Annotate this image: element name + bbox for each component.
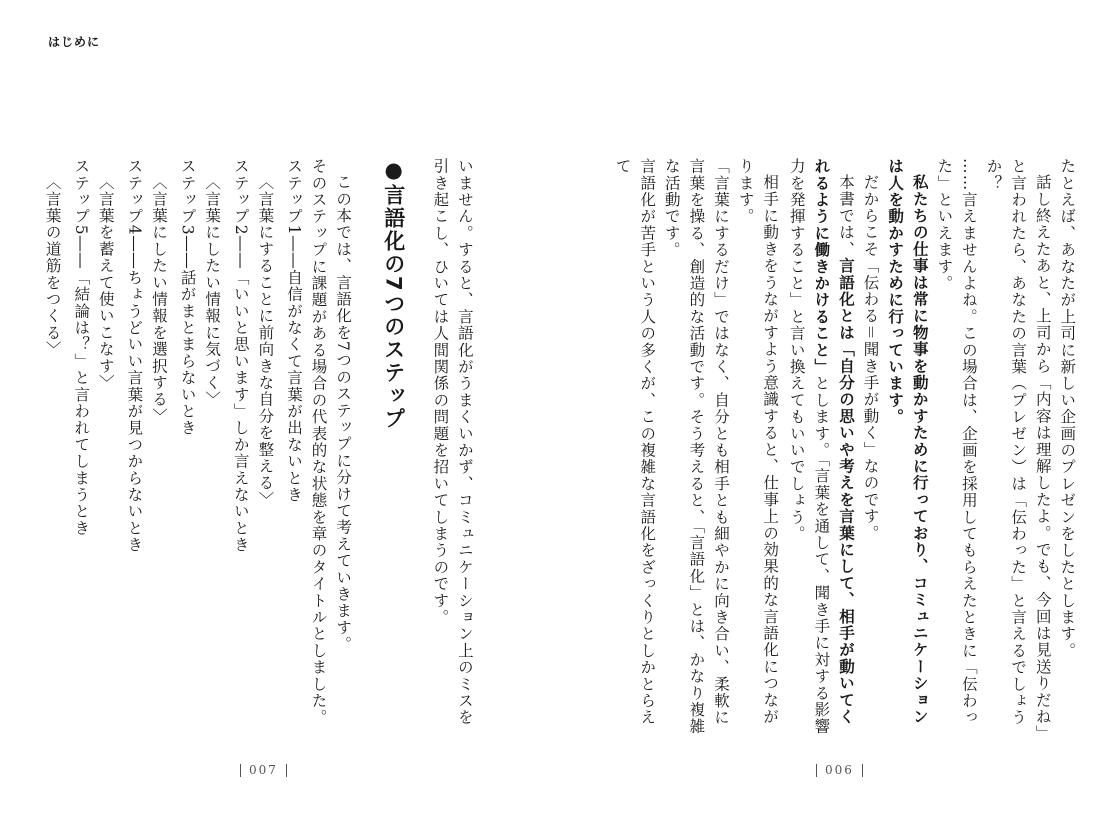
step-label: ステップ1 [284,158,303,236]
step-label: ステップ2 [231,158,250,236]
body-text: 本書では、 [836,173,855,257]
step-title: 「結論は？」と言われてしまうとき [72,269,91,537]
step-label: ステップ5 [72,158,91,236]
left-page [40,158,485,738]
step-subtitle: 〈言葉を蓄えて使いこなす〉 [96,173,115,391]
page-number-left [232,763,295,777]
body-paragraph: 言語化が苦手という人の多くが、この複雑な言語化をざっくりとしかとらえて [613,158,657,726]
step-item [175,158,200,738]
body-text: とします。「言葉を通して、聞き手に対する影響力を発揮すること」と言い換えてもいいでしょう。 [787,158,831,735]
body-paragraph: だからこそ「伝わる＝聞き手が動く」なのです。 [861,173,880,541]
step-title: 「いいと思います」しか言えないとき [231,269,250,554]
definition-text: 言語化とは「自分の思いや考えを言葉にして、相手が動いてくれるように働きかけること」 [812,158,855,725]
body-paragraph: そのステップに課題がある場合の代表的な状態を章のタイトルとしました。 [309,158,328,726]
folio-rule [862,764,863,777]
right-page [610,158,1077,738]
folio-rule [240,764,241,777]
step-separator: ―― [231,235,250,270]
body-paragraph: 話し終えたあと、上司から「内容は理解したよ。でも、今回は見送りだね」と言われたら、あなたの言葉（プレゼン）は「伝わった」と言えるでしょうか？ [984,158,1052,734]
step-title: 自信がなくて言葉が出ないとき [284,269,303,504]
step-title: 話がまとまらないとき [178,269,197,437]
body-paragraph [784,158,858,738]
running-header: はじめに [48,35,101,49]
step-subtitle: 〈言葉にしたい情報に気づく〉 [203,173,222,408]
body-paragraph: たとえば、あなたが上司に新しい企画のプレゼンをしたとします。 [1058,158,1077,659]
right-page-body [610,158,1079,738]
section-heading: ●言語化の7つのステップ [381,158,406,431]
emphasis-paragraph: 私たちの仕事は常に物事を動かすために行っており、コミュニケーションは人を動かすために行っています。 [886,158,929,725]
step-subtitle: 〈言葉にしたい情報を選択する〉 [149,173,168,424]
step-separator: ―― [178,235,197,270]
body-paragraph: 「言葉にするだけ」ではなく、自分とも相手とも細やかに向き合い、柔軟に言葉を操る、創造的な活動です。そう考えると、「言語化」とは、かなり複雑な活動です。 [662,158,730,735]
step-separator: ―― [125,235,144,270]
step-label: ステップ4 [125,158,144,236]
step-separator: ―― [72,235,91,270]
step-subtitle: 〈言葉にすることに前向きな自分を整える〉 [256,173,275,508]
folio-rule [286,764,287,777]
step-item [228,158,253,738]
step-subtitle: 〈言葉の道筋をつくる〉 [43,173,62,358]
body-paragraph: 相手に動きをうながすよう意識すると、仕事上の効果的な言語化につながります。 [736,158,780,725]
step-item [281,158,306,738]
folio-rule [816,764,817,777]
body-paragraph: この本では、言語化を7つのステップに分けて考えていきます。 [334,173,353,653]
body-paragraph: いません。すると、言語化がうまくいかず、コミュニケーション上のミスを引き起こし、ひいては人間関係の問題を招いてしまうのです。 [431,158,474,726]
folio-number: 007 [249,763,278,777]
step-label: ステップ3 [178,158,197,236]
folio-number: 006 [825,763,854,777]
step-item [122,158,147,738]
left-page-body [40,158,477,738]
body-paragraph: ……言えませんよね。この場合は、企画を採用してもらえたときに「伝わった」といえます。 [935,158,978,726]
step-item [69,158,94,738]
page-number-right [808,763,871,777]
step-title: ちょうどいい言葉が見つからないとき [125,269,144,554]
step-separator: ―― [284,235,303,270]
